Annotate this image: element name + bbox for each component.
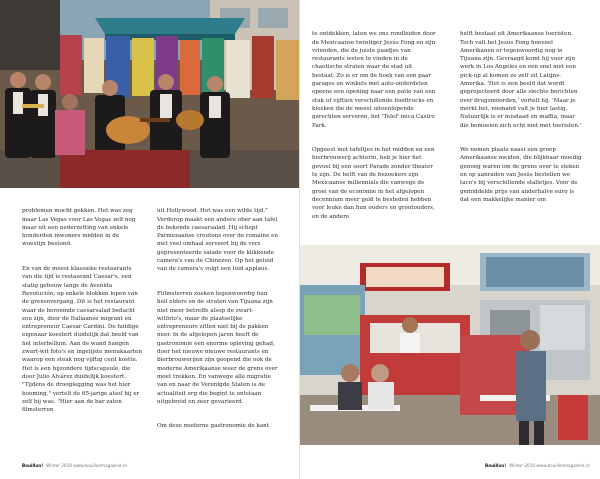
right-column-2 xyxy=(460,22,584,221)
paragraph: problemen mocht gokken. Het was zeg maar Las Vegas voor Las Vegas zelf nog maar uit een nederzetting van enkele honderden inwoners midden in de woestijn bestond. xyxy=(22,208,136,248)
paragraph: te ontdekken, laten we ons rondleiden door de Mexicaanse twintiger Jesús Fong en zijn vrienden, die de juiste paadjes van restaurants weten te vinden in de chaotische straten waar de stad uit bestaat. Zo is er om de hoek van een paar garages en winkels met auto-onderdelen opeens een opening naar een patio van een stuk of vijftien verschillende foodtrucks en kiosken die de meest uiteenlopende gerechten serveren, het 'Telef' mica Castro Park. xyxy=(312,31,436,129)
magazine-brand: Bouillon! xyxy=(485,463,507,468)
paragraph: helft bestaat uit Amerikaanse toeristen. Toch valt het Jesús Fong hoeveel Amerikanen er tegenwoordig nog in Tijuana zijn. Gevraagd komt hij voor zijn werk in Los Angeles en een snel met een pick-up al komen ze zelf uit Latijns-Amerika. 'Het is een beeld dat wordt geprojecteerd door alle slechte berichten over drugsmoorden,' vertelt hij. 'Maar je merkt het, niemand valt je hier lastig. Natuurlijk is er misdaad en maffia, maar die bemoeien zich echt niet met toeristen.' xyxy=(460,31,582,129)
paragraph: Opgeest met tafeltjes in het midden en een bierbrouwerij achterin, heb je hier het gevoel bij een soort Parade zonder theater te zijn. De helft van de bezoekers zijn Mexicaanse millennials die vanwege de groei van de economie in het afgelopen decennium meer geld te besteden hebben voor leuke dan hun ouders en grootouders, en de andere xyxy=(312,147,435,220)
taco-stand-photo xyxy=(300,245,600,445)
left-column-2 xyxy=(157,199,279,447)
left-footer xyxy=(22,463,127,468)
paragraph: Om deze moderne gastronomie de kant xyxy=(157,423,269,430)
right-column-1 xyxy=(312,22,436,237)
paragraph: uit Hollywood. Het was een wilde tijd." Verderop maakt een andere ober aan tafel de bekende caesarsalad. Hij schept Parmezaanse croutons over de romaine en met veel omhaal serveert hij de vers gepresenteerde salade voor de klikkende camera's van de Chinezen. Op het geluid van de camera's volgt een luid applaus. xyxy=(157,208,278,273)
footer-info: Winter 2018 www.bouillonmagazine.nl xyxy=(46,463,127,468)
paragraph: We nemen plaats naast een groep Amerikaanse meiden, die blijkbaar moedig genoeg waren om de grens over te steken en op aanraden van Jesús bestellen we taco's bij verschillende stalletjes. Voor de gemiddelde prijs van anderhalve euro is dat een makkelijke manier om xyxy=(460,147,582,203)
right-page xyxy=(300,0,600,479)
paragraph: Fiilmsterren zoeken tegenwoordig hun heil elders en de straten van Tijuana zijn niet meer betreffe alsop de zwart-witfoto's, maar de plaatselijke entrepreneurs zitten niet bij de pakken neer. In de afgelopen jaren heeft de gastronomie een enorme opleving gehad, door het nieuwe nieuwe restaurants en bierbrouwerijen zijn geopend die ook de moderne Amerikaanse weer de grens over moet trekken. En vanwege alle migratie van en naar de Verenigde Staten is de actualiteit erg die begint te ontstaan uitgebreid en zeer gevarieerd. xyxy=(157,290,278,405)
paragraph: En van de meest klassieke restaurants van die tijd is restaurant Caesar's, een statig gebouw langs de Avenida Revolución, op enkele blokken lopen van de grensovergang. Dit is het restaurant waar de beroemde caesarsalad bedacht zou zijn, door de Italiaanse migrant en entrepreneur Caesar Cardini. De huidige eigenaar koestert duidelijk dat beeld van het interbellum. Aan de wand hangen zwart-wit foto's en ingelijste menukaarten waarop een steak nog vijftig cent kostte. Het is een bijzondere tijdscapsule, die door Julio Alvarez duidelijk koestert. "Tijdens de drooglegging was het hier booming," vertelt de 65-jarige alsof hij er zelf bij was. "Hier aan de bar zaten filmsterren xyxy=(22,266,142,414)
left-column-1 xyxy=(22,199,142,431)
mariachi-band-photo xyxy=(0,0,300,188)
magazine-brand: Bouillon! xyxy=(22,463,44,468)
right-footer xyxy=(485,463,590,468)
footer-info: Winter 2018 www.bouillonmagazine.nl xyxy=(509,463,590,468)
